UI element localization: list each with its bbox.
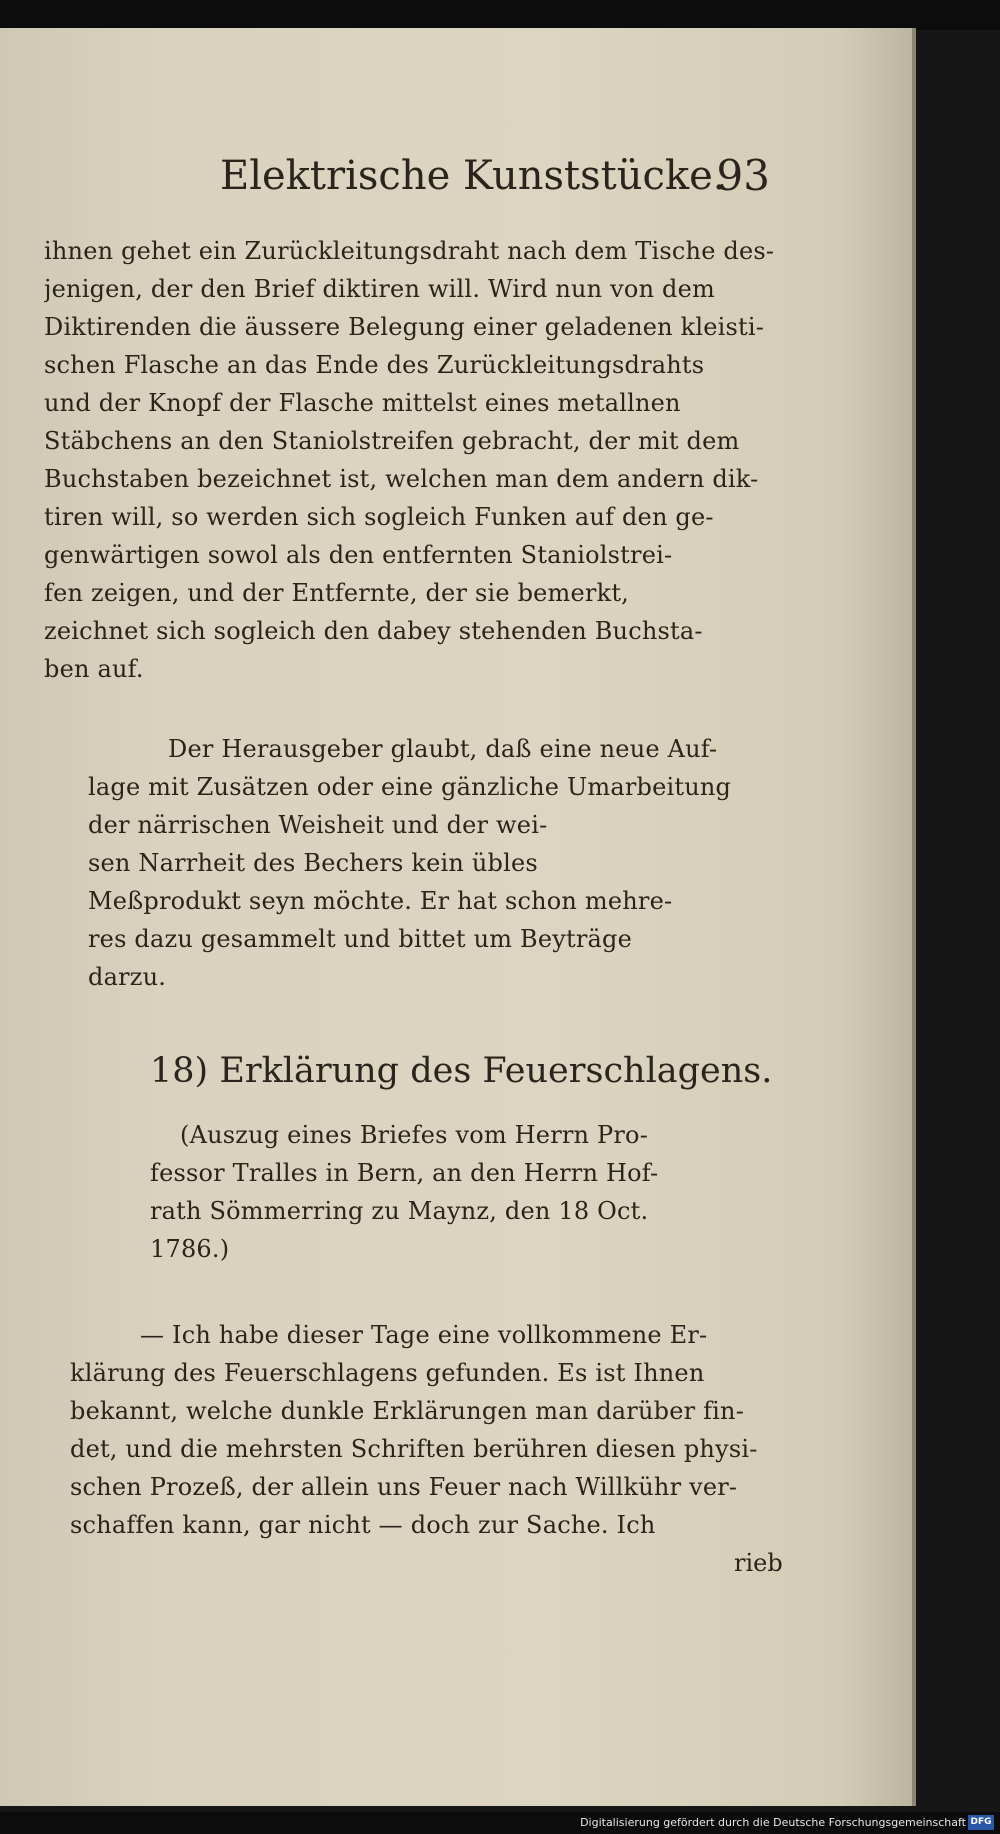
text-line: Buchstaben bezeichnet ist, welchen man dem andern dik-: [44, 465, 759, 493]
text-line: darzu.: [88, 963, 167, 991]
text-line: klärung des Feuerschlagens gefunden. Es ist Ihnen: [70, 1359, 705, 1387]
text-line: schaffen kann, gar nicht — doch zur Sache. Ich: [70, 1511, 656, 1539]
text-line: tiren will, so werden sich sogleich Funken auf den ge-: [44, 503, 714, 531]
text-line: schen Prozeß, der allein uns Feuer nach Willkühr ver-: [70, 1473, 738, 1501]
text-line: det, und die mehrsten Schriften berühren diesen physi-: [70, 1435, 758, 1463]
digitization-credit: [580, 1814, 966, 1832]
running-head: Elektrische Kunststücke.: [220, 153, 726, 199]
credit-text: Digitalisierung gefördert durch die Deutsche Forschungsgemeinschaft: [580, 1816, 966, 1829]
catchword: rieb: [734, 1549, 783, 1577]
text-line: Diktirenden die äussere Belegung einer geladenen kleisti-: [44, 313, 765, 341]
text-line: fen zeigen, und der Entfernte, der sie bemerkt,: [44, 579, 630, 607]
text-line: — Ich habe dieser Tage eine vollkommene Er-: [140, 1321, 708, 1349]
dfg-logo: DFG: [968, 1815, 994, 1830]
text-line: rath Sömmerring zu Maynz, den 18 Oct.: [150, 1197, 649, 1225]
scan-top-margin: [0, 0, 1000, 30]
text-line: ben auf.: [44, 655, 144, 683]
text-line: der närrischen Weisheit und der wei-: [88, 811, 548, 839]
page-edge: [912, 28, 916, 1806]
text-line: lage mit Zusätzen oder eine gänzliche Umarbeitung: [88, 773, 732, 801]
text-line: genwärtigen sowol als den entfernten Staniolstrei-: [44, 541, 673, 569]
text-line: und der Knopf der Flasche mittelst eines metallnen: [44, 389, 681, 417]
text-line: res dazu gesammelt und bittet um Beyträge: [88, 925, 633, 953]
page-number: 93: [716, 151, 770, 200]
text-line: ihnen gehet ein Zurückleitungsdraht nach dem Tische des-: [44, 237, 775, 265]
text-line: 1786.): [150, 1235, 230, 1263]
text-line: fessor Tralles in Bern, an den Herrn Hof-: [150, 1159, 659, 1187]
paragraph-3: [70, 1316, 782, 1544]
text-line: bekannt, welche dunkle Erklärungen man darüber fin-: [70, 1397, 745, 1425]
text-line: Der Herausgeber glaubt, daß eine neue Auf-: [168, 735, 718, 763]
text-line: zeichnet sich sogleich den dabey stehenden Buchsta-: [44, 617, 703, 645]
text-line: schen Flasche an das Ende des Zurückleitungsdrahts: [44, 351, 705, 379]
text-line: Stäbchens an den Staniolstreifen gebracht, der mit dem: [44, 427, 740, 455]
excerpt-note: [150, 1116, 780, 1268]
paragraph-1: [44, 232, 784, 688]
text-line: Meßprodukt seyn möchte. Er hat schon mehre-: [88, 887, 673, 915]
paragraph-2: [88, 730, 778, 996]
section-heading: 18) Erklärung des Feuerschlagens.: [150, 1051, 773, 1091]
text-line: (Auszug eines Briefes vom Herrn Pro-: [180, 1121, 649, 1149]
text-line: jenigen, der den Brief diktiren will. Wird nun von dem: [44, 275, 715, 303]
text-line: sen Narrheit des Bechers kein übles: [88, 849, 538, 877]
